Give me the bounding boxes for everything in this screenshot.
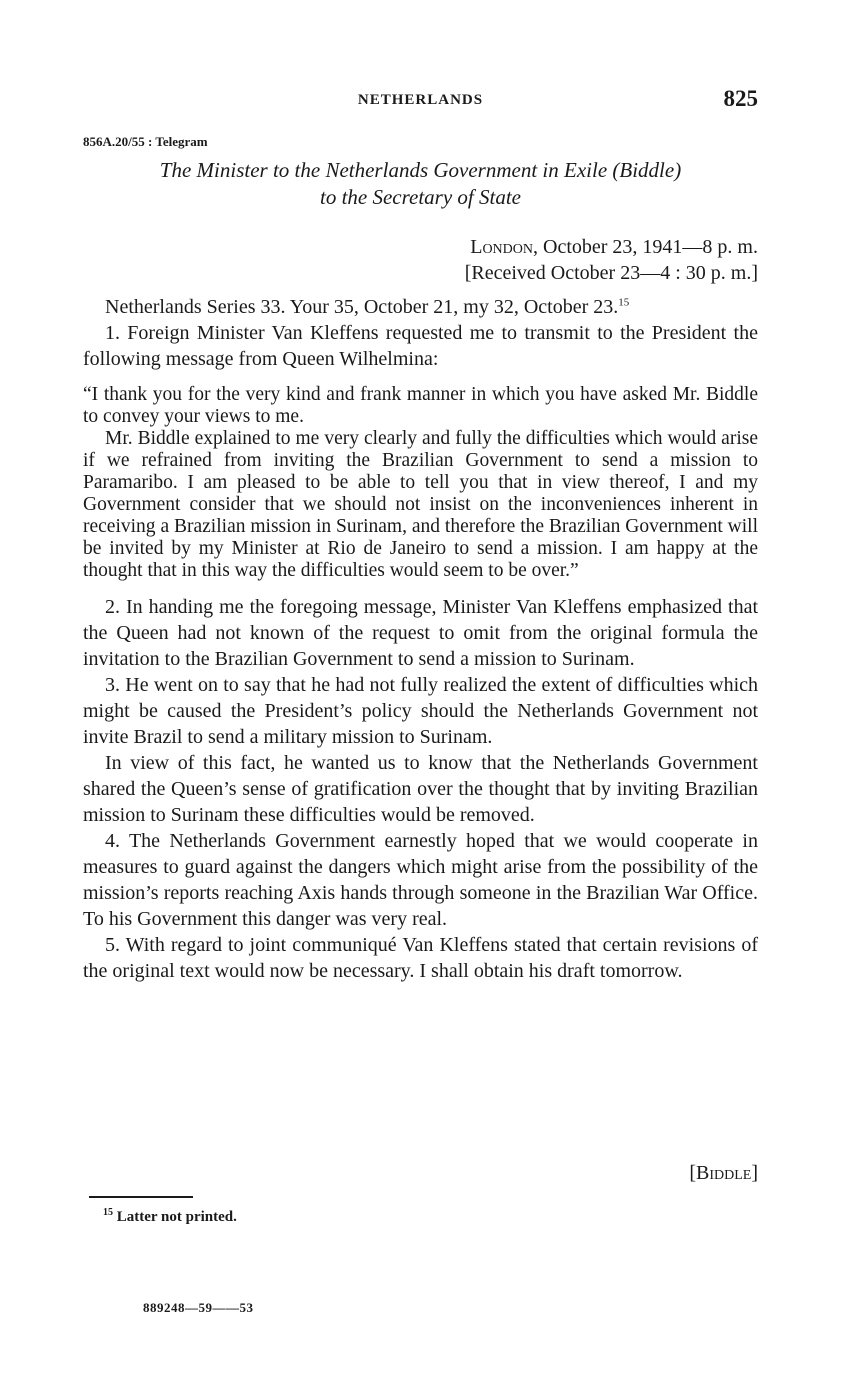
file-reference: 856A.20/55 : Telegram	[83, 134, 208, 149]
place-name: London	[470, 236, 534, 258]
footnote	[103, 1209, 237, 1226]
printer-mark: 889248—59——53	[143, 1300, 254, 1315]
date-sent: , October 23, 1941—8 p. m.	[533, 236, 758, 258]
running-head	[83, 86, 758, 116]
document-title	[83, 157, 758, 211]
document-title-line-2: to the Secretary of State	[320, 185, 521, 209]
paragraph-3-continued: In view of this fact, he wanted us to know that the Netherlands Government shared the Queen’s sense of gratification over the thought that by inviting Brazilian mission to Surinam these difficulties would be removed.	[83, 752, 758, 826]
telegram-body	[83, 294, 758, 984]
paragraph-1: 1. Foreign Minister Van Kleffens requested me to transmit to the President the following message from Queen Wilhelmina:	[83, 322, 758, 370]
signature-name: Biddle	[696, 1162, 752, 1184]
paragraph-4: 4. The Netherlands Government earnestly hoped that we would cooperate in measures to guard against the dangers which might arise from the possibility of the mission’s reports reaching Axis hands through someone in the Brazilian War Office. To his Government this danger was very real.	[83, 830, 758, 930]
quote-paragraph-1: “I thank you for the very kind and frank manner in which you have asked Mr. Biddle to convey your views to me.	[83, 384, 758, 427]
paragraph-2: 2. In handing me the foregoing message, Minister Van Kleffens emphasized that the Queen had not known of the request to omit from the original formula the invitation to the Brazilian Government to send a mission to Surinam.	[83, 596, 758, 670]
document-title-line-1: The Minister to the Netherlands Government in Exile (Biddle)	[159, 158, 682, 182]
received-line: [Received October 23—4 : 30 p. m.]	[464, 262, 758, 284]
signature: [Biddle]	[689, 1162, 758, 1184]
quote-paragraph-2: Mr. Biddle explained to me very clearly and fully the difficulties which would arise if we refrained from inviting the Brazilian Government to send a mission to Paramaribo. I am pleased to be able to tell you that in view thereof, I and my Government consider that we should not insist on the inconveniences inherent in receiving a Brazilian mission in Surinam, and therefore the Brazilian Government will be invited by my Minister at Rio de Janeiro to send a mission. I am happy at the thought that in this way the difficulties would seem to be over.”	[83, 428, 758, 581]
sent-line	[465, 234, 758, 260]
intro-paragraph	[83, 294, 758, 320]
paragraph-5: 5. With regard to joint communiqué Van Kleffens stated that certain revisions of the original text would now be necessary. I shall obtain his draft tomorrow.	[83, 934, 758, 982]
footnote-text: Latter not printed.	[116, 1209, 237, 1225]
footnote-number: 15	[103, 1207, 113, 1218]
dateline	[465, 234, 758, 286]
page-number: 825	[723, 86, 758, 111]
footnote-ref: 15	[618, 296, 630, 309]
paragraph-3: 3. He went on to say that he had not fully realized the extent of difficulties which might be caused the President’s policy should the Netherlands Government not invite Brazil to send a military mission to Surinam.	[83, 674, 758, 748]
intro-text: Netherlands Series 33. Your 35, October 21, my 32, October 23.	[105, 296, 619, 318]
running-title: NETHERLANDS	[357, 92, 484, 108]
queen-message-quote	[83, 384, 758, 582]
footnote-divider	[89, 1196, 193, 1198]
